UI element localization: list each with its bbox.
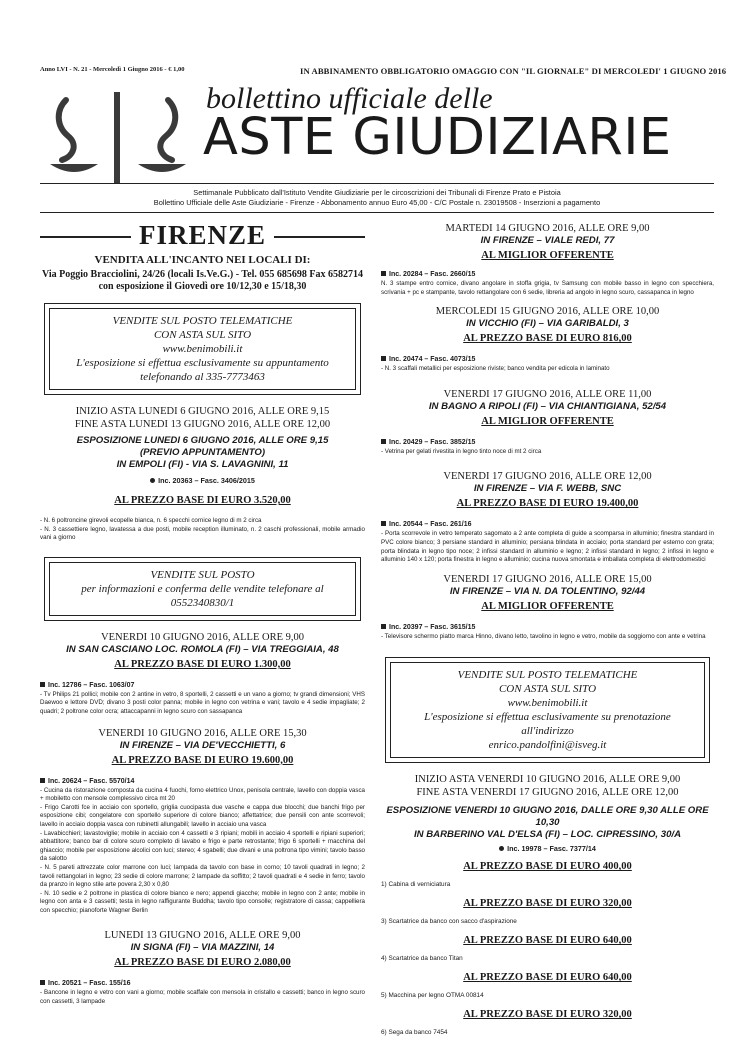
bullet-icon	[381, 521, 386, 526]
box-line: L'esposizione si effettua esclusivamente su prenotazione all'indirizzo	[424, 711, 671, 738]
base-price: AL MIGLIOR OFFERENTE	[481, 250, 614, 261]
lot-description: - N. 10 sedie e 2 poltrone in plastica di colore bianco e nero; appendi giacche; mobile in legno con 2 ante; mobile in legno con anta e 3 cassetti; testa in legno raffigurante Buddha; tavolo tipo consolle; registratore di cassa; cappelliera con specchio; pianoforte Wagner Berlin	[40, 889, 365, 914]
city-heading	[40, 218, 365, 254]
online-auction-box	[44, 303, 361, 395]
case-reference: Inc. 20521 – Fasc. 155/16	[40, 979, 365, 989]
lot-description: - N. 3 cassettiere legno, lavatessa a due posti, mobile reception illuminato, n. 2 caschi professionali, mobile armadio vani a giorno	[40, 525, 365, 542]
city-name: FIRENZE	[131, 218, 274, 252]
website-link[interactable]: www.benimobili.it	[162, 343, 243, 355]
sale-date: MERCOLEDI 15 GIUGNO 2016, ALLE ORE 10,00	[435, 306, 660, 318]
auction-start: INIZIO ASTA LUNEDI 6 GIUGNO 2016, ALLE ORE 9,15	[75, 406, 330, 417]
case-reference: Inc. 20284 – Fasc. 2660/15	[381, 270, 714, 280]
base-price: AL PREZZO BASE DI EURO 19.600,00	[111, 754, 294, 766]
bullet-icon	[381, 624, 386, 629]
exhibition-note: (PREVIO APPUNTAMENTO)	[139, 447, 266, 458]
base-price: AL PREZZO BASE DI EURO 816,00	[463, 333, 632, 345]
venue-hours: con esposizione il Giovedì ore 10/12,30 e 15/18,30	[98, 281, 307, 292]
lot-base-price: AL PREZZO BASE DI EURO 320,00	[463, 1009, 632, 1021]
sale-location: IN EMPOLI (FI) - VIA S. LAVAGNINI, 11	[116, 459, 289, 470]
sale-date: VENERDI 17 GIUGNO 2016, ALLE ORE 15,00	[443, 573, 652, 585]
auction-end: FINE ASTA LUNEDI 13 GIUGNO 2016, ALLE ORE 12,00	[74, 419, 331, 430]
sale-date: VENERDI 17 GIUGNO 2016, ALLE ORE 11,00	[443, 388, 652, 400]
sale-location: IN BAGNO A RIPOLI (FI) – VIA CHIANTIGIANA, 52/54	[428, 400, 667, 412]
sale-location: IN VICCHIO (FI) – VIA GARIBALDI, 3	[466, 318, 629, 330]
case-reference: Inc. 20363 – Fasc. 3406/2015	[40, 475, 365, 486]
box-line: CON ASTA SUL SITO	[153, 329, 252, 341]
lot-base-price: AL PREZZO BASE DI EURO 400,00	[463, 861, 632, 873]
box-line: CON ASTA SUL SITO	[498, 683, 597, 696]
box-line: VENDITE SUL POSTO TELEMATICHE	[112, 315, 293, 327]
bullet-icon	[381, 271, 386, 276]
abbinamento-line: IN ABBINAMENTO OBBLIGATORIO OMAGGIO CON "IL GIORNALE" DI MERCOLEDI' 1 GIUGNO 2016	[300, 66, 727, 76]
sale-location: IN FIRENZE – VIA F. WEBB, SNC	[473, 483, 622, 495]
lot-item: 6) Sega da banco 7454	[381, 1029, 448, 1037]
lot-item: 3) Scartatrice da banco con sacco d'aspirazione	[381, 918, 517, 926]
base-price: AL PREZZO BASE DI EURO 19.400,00	[456, 498, 639, 510]
case-reference: Inc. 20397 – Fasc. 3615/15	[381, 623, 714, 633]
auction-start: INIZIO ASTA VENERDI 10 GIUGNO 2016, ALLE ORE 9,00	[414, 774, 681, 786]
auction-end: FINE ASTA VENERDI 17 GIUGNO 2016, ALLE ORE 12,00	[416, 787, 679, 799]
case-reference: Inc. 20474 – Fasc. 4073/15	[381, 355, 714, 365]
base-price: AL PREZZO BASE DI EURO 1.300,00	[114, 658, 291, 670]
lot-description: - Frigo Carotti fce in acciaio con sportello, griglia cuocipasta due vasche e cappa due blocchi; due banchi frigo per esposizione cibi; congelatore con sportello superiore di colore bianco; affettatrice; due pensili con ante scorrevoli; lavello in acciaio doppia vasca con rubinetti allungabili; lavello in acciaio una vasca	[40, 803, 365, 828]
sale-date: VENERDI 17 GIUGNO 2016, ALLE ORE 12,00	[443, 471, 652, 483]
online-auction-box	[385, 657, 710, 763]
lot-item: 5) Macchina per legno OTMA 00814	[381, 992, 484, 1000]
publication-info	[40, 188, 714, 208]
lot-description: - Televisore schermo piatto marca Hinno, divano letto, tavolino in legno e vetro, mobile da soggiorno con ante e vetrina	[381, 632, 706, 640]
sale-location: IN BARBERINO VAL D'ELSA (FI) – LOC. CIPRESSINO, 30/A	[413, 829, 682, 841]
lot-description: - Lavabicchieri; lavastoviglie; mobile in acciaio con 4 cassetti e 3 ripiani; mobili in acciaio 4 sportelli e ripiani superiori; abbattitore; banco bar di colore scuro completo di lavabo e frigo e parte retrostante; frigo 6 sportelli + macchina del ghiaccio; mobile per esposizione alcolici con luci; stereo; 4 sgabelli; due divani e una poltrona tipo vimini; tavolo basso da salotto	[40, 829, 365, 863]
sale-date: VENERDI 10 GIUGNO 2016, ALLE ORE 9,00	[101, 631, 304, 643]
lot-description: - Porta scorrevole in vetro temperato sagomato a 2 ante completa di guide a scomparsa in alluminio; finestra standard in PVC colore bianco; 3 persiane standard in alluminio; persiana blindata in acciaio; porta standard per esterno con grata; porta blindata in legno tipo noce; 2 infissi standard in alluminio e legno; 2 infissi standard in legno; 2 infissi in legno e alluminio 140 x 120; porta finestra in legno e alluminio; cucina nuova smontata e imballata completa di elettrodomestici	[381, 530, 714, 564]
lot-base-price: AL PREZZO BASE DI EURO 320,00	[463, 898, 632, 910]
lot-item: 4) Scartatrice da banco Titan	[381, 955, 463, 963]
base-price: AL MIGLIOR OFFERENTE	[481, 415, 614, 427]
case-reference: Inc. 20544 – Fasc. 261/16	[381, 520, 714, 530]
base-price: AL PREZZO BASE DI EURO 3.520,00	[114, 495, 291, 506]
phone-number: telefonando al 335-7773463	[140, 371, 265, 383]
venue-address: Via Poggio Bracciolini, 24/26 (locali Is.Ve.G.) - Tel. 055 685698 Fax 6582714	[42, 269, 363, 280]
scales-logo-icon	[44, 90, 192, 190]
sale-date: MARTEDI 14 GIUGNO 2016, ALLE ORE 9,00	[445, 223, 650, 234]
sale-location: IN SAN CASCIANO LOC. ROMOLA (FI) – VIA TREGGIAIA, 48	[66, 643, 339, 655]
exhibition-date: ESPOSIZIONE VENERDI 10 GIUGNO 2016, DALLE ORE 9,30 ALLE ORE 10,30	[386, 805, 709, 829]
case-reference: Inc. 19978 – Fasc. 7377/14	[381, 843, 714, 854]
box-line: per informazioni e conferma delle vendite telefonare al 0552340830/1	[81, 582, 324, 609]
lot-base-price: AL PREZZO BASE DI EURO 640,00	[463, 972, 632, 984]
info-rule	[40, 212, 714, 213]
issue-line: Anno LVI - N. 21 - Mercoledì 1 Giugno 2016 - € 1,00	[40, 66, 185, 73]
sale-location: IN FIRENZE – VIA DE'VECCHIETTI, 6	[119, 739, 286, 751]
case-reference: Inc. 20429 – Fasc. 3852/15	[381, 438, 714, 448]
onsite-sales-box	[44, 557, 361, 621]
lot-description: - N. 6 poltroncine girevoli ecopelle bianca, n. 6 specchi cornice legno di m 2 circa	[40, 517, 262, 524]
lot-base-price: AL PREZZO BASE DI EURO 640,00	[463, 935, 632, 947]
masthead-title: ASTE GIUDIZIARIE	[203, 108, 672, 167]
lot-description: - Bancone in legno e vetro con vani a giorno; mobile scaffale con mensola in cristallo e cassetti; banco in legno scuro con cassetti, 3 lampade	[40, 989, 365, 1006]
bullet-icon	[381, 439, 386, 444]
sale-location: IN FIRENZE – VIALE REDI, 77	[480, 235, 615, 246]
exhibition-date: ESPOSIZIONE LUNEDI 6 GIUGNO 2016, ALLE ORE 9,15	[76, 435, 329, 446]
bullet-icon	[381, 356, 386, 361]
lot-description: - Tv Philips 21 pollici; mobile con 2 antine in vetro, 8 sportelli, 2 cassetti e un vano a giorno; tv grandi dimensioni; VHS Daewoo e lettore DVD; divano 3 posti color panna; mobile in legno con vetrina e vani; tavolo e 4 sedie impagliate; 2 quadri; 2 poltrone color ocra; attaccapanni in legno scuro con sassapanca	[40, 690, 365, 715]
masthead-rule	[40, 183, 714, 184]
case-reference: Inc. 12786 – Fasc. 1063/07	[40, 681, 365, 691]
bullet-icon	[499, 846, 504, 851]
box-line: VENDITE SUL POSTO	[150, 568, 255, 581]
lot-description: N. 3 stampe entro cornice, divano angolare in stoffa grigia, tv Samsung con mobile basso in legno con specchiera, scrivania + pc e stampante, tavolo rettangolare con 6 sedie, libreria ad angolo in legno scuro, cassapanca in legno	[381, 280, 714, 296]
masthead-subtitle: bollettino ufficiale delle	[206, 82, 493, 115]
bullet-icon	[40, 778, 45, 783]
lot-description: - N. 5 pareti attrezzate color marrone con luci; lampada da tavolo con base in corno; 10 tavoli quadrati in legno; 2 tavoli rettangolari in legno; 23 sedie di colore marrone; 2 lampade da soffitto; 2 tavoli quadrati e 4 sedie in ferro; tavolo da pranzo in legno stile arte povera 2,30 x 0,80	[40, 863, 365, 889]
case-reference: Inc. 20624 – Fasc. 5570/14	[40, 777, 365, 787]
email-link[interactable]: enrico.pandolfini@isveg.it	[488, 739, 607, 752]
website-link[interactable]: www.benimobili.it	[507, 697, 588, 710]
sale-location: IN FIRENZE – VIA N. DA TOLENTINO, 92/44	[449, 585, 646, 597]
bullet-icon	[150, 478, 155, 483]
box-line: VENDITE SUL POSTO TELEMATICHE	[457, 669, 638, 682]
sale-location: IN SIGNA (FI) – VIA MAZZINI, 14	[130, 942, 275, 954]
bullet-icon	[40, 682, 45, 687]
bullet-icon	[40, 980, 45, 985]
base-price: AL MIGLIOR OFFERENTE	[481, 600, 614, 612]
left-column	[40, 218, 365, 1007]
lot-description: - Vetrina per gelati rivestita in legno tinto noce di mt 2 circa	[381, 447, 542, 455]
right-column	[381, 218, 714, 1037]
sale-date: LUNEDI 13 GIUGNO 2016, ALLE ORE 9,00	[104, 930, 301, 942]
lot-description: - Cucina da ristorazione composta da cucina 4 fuochi, forno elettrico Unox, penisola centrale, lavello con doppia vasca + mobiletto con mensole complessivo circa mt 20	[40, 786, 365, 803]
box-line: L'esposizione si effettua esclusivamente su appuntamento	[76, 357, 329, 369]
sale-date: VENERDI 10 GIUGNO 2016, ALLE ORE 15,30	[98, 727, 307, 739]
info-line-1: Settimanale Pubblicato dall'Istituto Vendite Giudiziarie per le circoscrizioni dei Tribunali di Firenze Prato e Pistoia	[193, 188, 561, 197]
lot-item: 1) Cabina di verniciatura	[381, 881, 451, 889]
base-price: AL PREZZO BASE DI EURO 2.080,00	[114, 957, 291, 969]
lot-description: - N. 3 scaffali metallici per esposizione riviste; banco vendita per edicola in laminato	[381, 365, 610, 373]
venue-title: VENDITA ALL'INCANTO NEI LOCALI DI:	[94, 254, 311, 266]
info-line-2: Bollettino Ufficiale delle Aste Giudiziarie - Firenze - Abbonamento annuo Euro 45,00 - C/C Postale n. 23019508 - Inserzioni a pagamento	[153, 198, 601, 207]
